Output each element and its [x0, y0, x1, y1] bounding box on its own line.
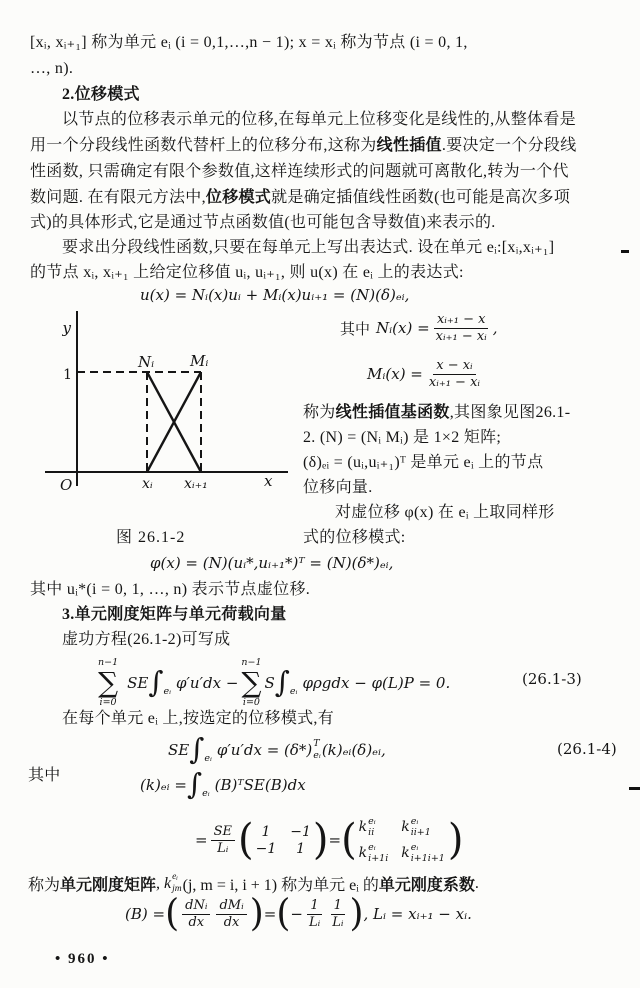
- math-segment: =: [263, 905, 277, 924]
- integral-symbol: ∫: [186, 767, 203, 801]
- body-line: 其中 uᵢ*(i = 0, 1, …, n) 表示节点虚位移.: [30, 581, 311, 598]
- body-line: 位移向量.: [303, 479, 373, 496]
- fraction-1-Li: $\frac{1}{\text{Lᵢ}}$: [308, 898, 321, 930]
- k-entry: k eᵢ i+1i: [358, 841, 389, 865]
- summation-symbol: n−1 ∑ i=0: [241, 657, 262, 708]
- math-segment: φρgdx − φ(L)P = 0.: [302, 673, 451, 692]
- body-line: …, n).: [30, 60, 74, 77]
- punctuation: ,: [492, 319, 498, 338]
- xi1-label: xᵢ₊₁: [184, 476, 208, 492]
- left-paren: (: [165, 891, 180, 935]
- body-line: [30, 136, 577, 155]
- text-segment: 称为: [28, 877, 61, 894]
- body-line: [xᵢ, xᵢ₊₁] 称为单元 eᵢ (i = 0,1,…,n − 1); x = xᵢ 称为节点 (i = 0, 1,: [30, 34, 468, 51]
- right-paren: ): [249, 891, 264, 935]
- integral-symbol: ∫: [189, 732, 205, 766]
- math-segment: φ′u′dx −: [176, 673, 239, 692]
- matrix-1-minus1: 1 −1 −1 1: [255, 823, 311, 857]
- punctuation: .: [474, 874, 479, 892]
- body-line: 以节点的位移表示单元的位移,在每单元上位移变化是线性的,从整体看是: [62, 111, 576, 128]
- scan-artifact: [621, 250, 629, 253]
- Ni-label: Nᵢ: [138, 353, 155, 371]
- text-segment: 用一个分段线性函数代替杆上的位移分布,这称为: [30, 137, 377, 154]
- body-line: [30, 188, 570, 207]
- math-segment: (k)ₑᵢ(δ)ₑᵢ,: [321, 740, 386, 759]
- math-segment: SE: [168, 740, 190, 759]
- sup-sub-block: T eᵢ: [313, 738, 321, 761]
- left-paren: (: [341, 816, 357, 865]
- left-paren: (: [276, 891, 291, 935]
- math-segment: S: [264, 673, 275, 692]
- text-segment: 称为: [303, 404, 336, 421]
- text-segment: ,其图象见图26.1-: [449, 404, 571, 421]
- equation-number-26-1-3: (26.1-3): [522, 670, 582, 688]
- x-axis-label: x: [264, 472, 273, 490]
- bold-term-stiffness-coefficients: 单元刚度系数: [378, 877, 475, 894]
- summation-symbol: n−1 ∑ i=0: [98, 657, 119, 708]
- math-segment: SE: [127, 673, 149, 692]
- math-segment: , k: [156, 874, 172, 892]
- body-line: 式)的具体形式,它是通过节点函数值(也可能包含导数值)来表示的.: [30, 214, 496, 231]
- fraction-Ni: $\frac{\text{xᵢ₊₁ − x}}{\text{xᵢ₊₁ − xᵢ}}$: [435, 312, 487, 344]
- body-line: 其中: [28, 767, 61, 784]
- equation-Ni-definition: [340, 312, 498, 344]
- figure-basis-functions: [40, 305, 295, 497]
- text-segment: 就是确定插值线性函数(也可能是高次多项: [271, 189, 571, 206]
- xi-label: xᵢ: [142, 476, 153, 492]
- bold-term-element-stiffness-matrix: 单元刚度矩阵: [60, 877, 157, 894]
- right-paren: ): [349, 891, 364, 935]
- body-line: (δ)ₑᵢ = (uᵢ,uᵢ₊₁)ᵀ 是单元 eᵢ 上的节点: [303, 454, 544, 471]
- math-segment: Mᵢ(x) =: [367, 365, 423, 384]
- equation-26-1-3: [95, 657, 450, 709]
- bold-term-basis-functions: 线性插值基函数: [335, 404, 450, 421]
- integral-subscript: eᵢ: [204, 753, 212, 764]
- fraction-Mi: $\frac{\text{x − xᵢ}}{\text{xᵢ₊₁ − xᵢ}}$: [428, 358, 481, 390]
- tick-one-label: 1: [63, 367, 72, 383]
- text-segment: .要决定一个分段线: [441, 137, 577, 154]
- body-line: 式的位移模式:: [303, 529, 406, 546]
- sup-sub-block: eᵢ jm: [172, 872, 182, 894]
- right-paren: ): [447, 816, 464, 865]
- text-segment: 其中: [340, 319, 371, 338]
- fraction-SE-Li: $\frac{SE}{\text{Lᵢ}}$: [211, 824, 235, 856]
- math-segment: , Lᵢ = xᵢ₊₁ − xᵢ.: [363, 905, 472, 924]
- body-line: 要求出分段线性函数,只要在每单元上写出表达式. 设在单元 eᵢ:[xᵢ,xᵢ₊₁]: [62, 239, 555, 256]
- bold-term-linear-interpolation: 线性插值: [376, 137, 442, 154]
- section-heading-3: 3.单元刚度矩阵与单元荷载向量: [62, 606, 287, 623]
- equation-Mi-definition: [367, 358, 486, 390]
- k-entry: k eᵢ ii+1: [401, 816, 431, 839]
- body-line: 2. (N) = (Nᵢ Mᵢ) 是 1×2 矩阵;: [303, 429, 502, 446]
- equation-stiffness-integral: [140, 767, 306, 801]
- math-segment: (k)ₑᵢ =: [140, 775, 187, 794]
- body-line: 虚功方程(26.1-2)可写成: [62, 631, 231, 648]
- fraction-dMi-dx: $\frac{\text{dMᵢ}}{dx}$: [216, 898, 246, 930]
- section-heading-2: 2.位移模式: [62, 86, 140, 103]
- origin-label: O: [60, 476, 73, 494]
- left-paren: (: [237, 816, 254, 865]
- body-line: 对虚位移 φ(x) 在 eᵢ 上取同样形: [335, 504, 555, 521]
- equation-displacement: u(x) = Nᵢ(x)uᵢ + Mᵢ(x)uᵢ₊₁ = (N)(δ)ₑᵢ,: [140, 286, 410, 304]
- figure-caption: 图 26.1-2: [116, 529, 186, 546]
- equation-stiffness-matrix: [195, 816, 463, 865]
- fraction-1-Li: $\frac{1}{\text{Lᵢ}}$: [332, 898, 344, 930]
- integral-subscript: eᵢ: [202, 788, 210, 799]
- text-segment: 数问题. 在有限元方法中,: [30, 189, 206, 206]
- math-segment: (B) =: [125, 905, 166, 924]
- integral-symbol: ∫: [148, 665, 164, 700]
- body-line: 的节点 xᵢ, xᵢ₊₁ 上给定位移值 uᵢ, uᵢ₊₁, 则 u(x) 在 eᵢ 上的表达式:: [30, 264, 464, 281]
- body-line: 在每个单元 eᵢ 上,按选定的位移模式,有: [62, 710, 335, 727]
- integral-subscript: eᵢ: [163, 686, 172, 698]
- math-segment: =: [195, 831, 208, 850]
- page-number: • 960 •: [55, 951, 110, 967]
- scan-artifact: [629, 787, 640, 790]
- math-segment: φ′u′dx = (δ*): [216, 740, 313, 759]
- matrix-stiffness-coefficients: [359, 816, 446, 865]
- integral-subscript: eᵢ: [289, 686, 298, 698]
- right-paren: ): [312, 816, 329, 865]
- integral-symbol: ∫: [274, 665, 290, 700]
- k-entry: k eᵢ i+1i+1: [401, 841, 445, 865]
- math-segment: (B)ᵀSE(B)dx: [214, 775, 306, 794]
- minus-sign: −: [290, 905, 303, 924]
- body-line: 性函数, 只需确定有限个参数值,这样连续形式的问题就可离散化,转为一个代: [30, 163, 569, 180]
- text-segment: (j, m = i, i + 1) 称为单元 eᵢ 的: [182, 877, 379, 894]
- equation-B-matrix: [125, 891, 472, 935]
- equation-26-1-4: [168, 732, 386, 766]
- fraction-dNi-dx: $\frac{\text{dNᵢ}}{dx}$: [182, 898, 210, 930]
- equation-virtual-displacement: φ(x) = (N)(uᵢ*,uᵢ₊₁*)ᵀ = (N)(δ*)ₑᵢ,: [150, 554, 394, 572]
- bold-term-displacement-mode: 位移模式: [205, 189, 272, 206]
- math-segment: Nᵢ(x) =: [376, 319, 430, 338]
- Mi-label: Mᵢ: [190, 352, 209, 370]
- k-entry: k eᵢ ii: [358, 816, 376, 839]
- equation-number-26-1-4: (26.1-4): [557, 740, 617, 758]
- body-line: [303, 403, 570, 422]
- y-axis-label: y: [62, 319, 71, 337]
- math-segment: =: [328, 831, 342, 850]
